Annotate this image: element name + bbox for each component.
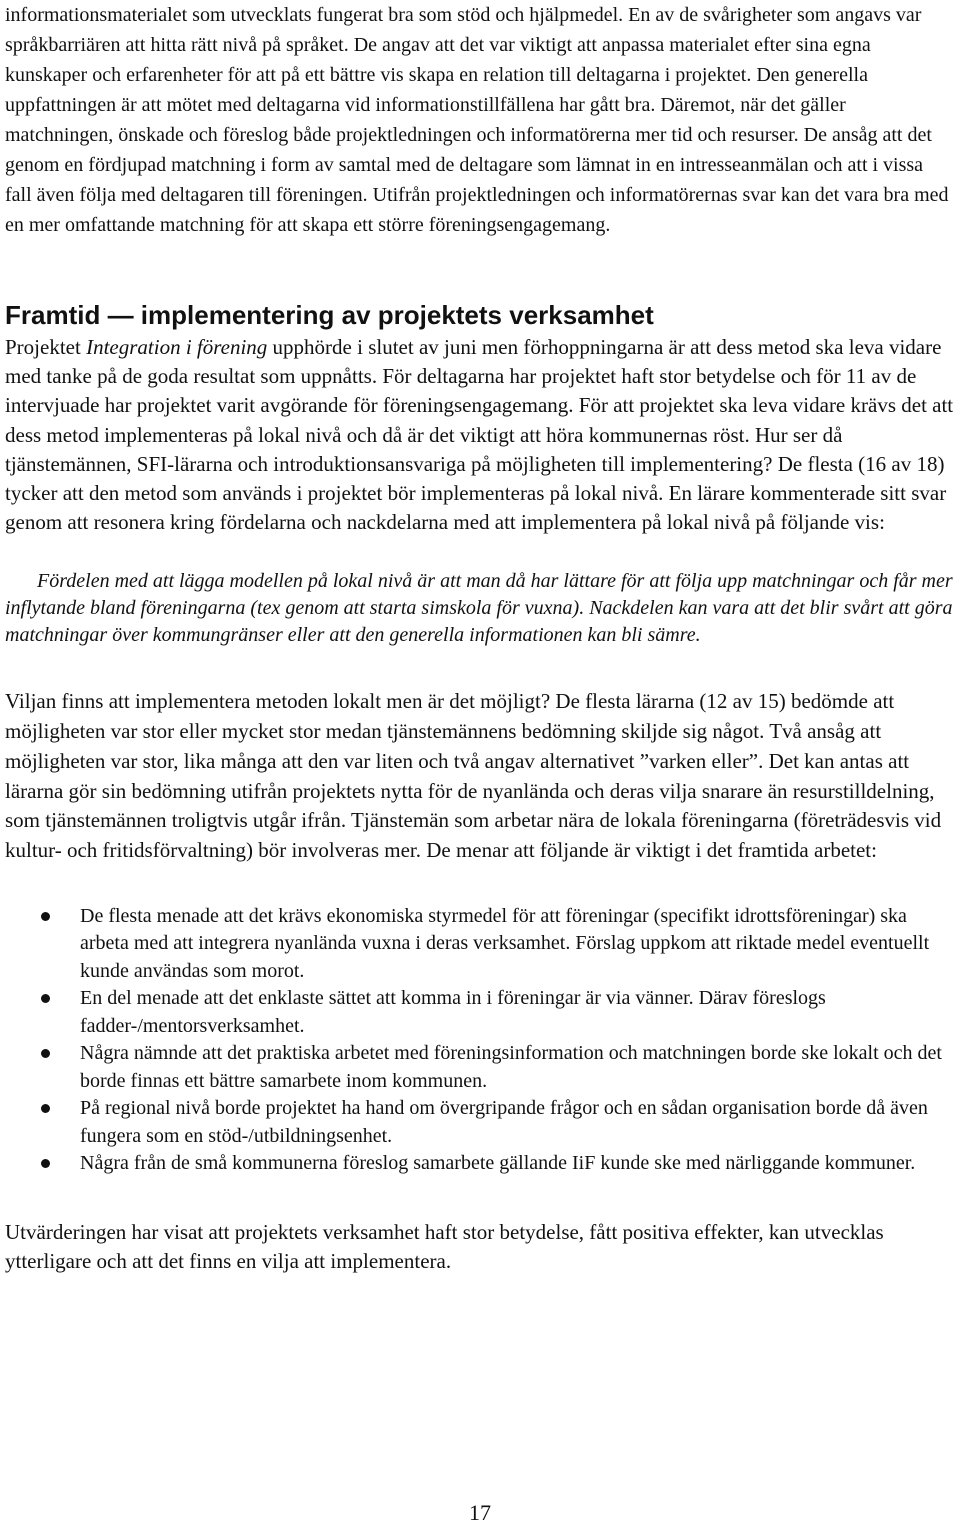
bullet-icon (41, 994, 50, 1003)
will-paragraph: Viljan finns att implementera metoden lokalt men är det möjligt? De flesta lärarna (12 av 15) bedömde att möjligheten var stor eller mycket stor medan tjänstemännens bedömning skiljde sig något. Två ansåg att möjligheten var stor, lika många att den var liten och två angav alternativet ”varken eller”. Det kan antas att lärarna gör sin bedömning utifrån projektets nytta för de nyanlända och deras vilja snarare än resurstilldelning, som tjänstemännen troligtvis utgår ifrån. Tjänstemän som arbetar nära de lokala föreningarna (företrädesvis vid kultur- och fritidsförvaltning) bör involveras mer. De menar att följande är viktigt i det framtida arbetet: (5, 689, 942, 862)
list-item-text: Några nämnde att det praktiska arbetet med föreningsinformation och matchningen borde ske lokalt och det borde finnas ett bättre samarbete inom kommunen. (80, 1042, 942, 1092)
project-title: Integration i förening (86, 335, 268, 359)
bullet-icon (41, 1104, 50, 1113)
list-item (5, 1040, 954, 1095)
list-item (5, 903, 954, 986)
bullet-icon (41, 912, 50, 921)
section-paragraph-rest: upphörde i slutet av juni men förhoppningarna är att dess metod ska leva vidare med tanke på de goda resultat som uppnåtts. För deltagarna har projektet haft stor betydelse och för 11 av de intervjuade har projektet varit avgörande för föreningsengagemang. För att projektet ska leva vidare krävs det att dess metod implementeras på lokal nivå och då är det viktigt att höra kommunernas röst. Hur ser då tjänstemännen, SFI-lärarna och introduktionsansvariga på möjligheten till implementering? De flesta (16 av 18) tycker att den metod som används i projektet bör implementeras på lokal nivå. En lärare kommenterade sitt svar genom att resonera kring fördelarna och nackdelarna med att implementera på lokal nivå på följande vis: (5, 335, 954, 535)
intro-paragraph: informationsmaterialet som utvecklats fungerat bra som stöd och hjälpmedel. En av de svårigheter som angavs var språkbarriären att hitta rätt nivå på språket. De angav att det var viktigt att anpassa materialet efter sina egna kunskaper och erfarenheter för att på ett bättre vis skapa en relation till deltagarna i projektet. Den generella uppfattningen är att mötet med deltagarna vid informationstillfällena har gått bra. Däremot, när det gäller matchningen, önskade och föreslog både projektledningen och informatörerna mer tid och resurser. De ansåg att det genom en fördjupad matchning i form av samtal med de deltagare som lämnat in en intresseanmälan och att i vissa fall även följa med deltagaren till föreningen. Utifrån projektledningen och informatörernas svar kan det vara bra med en mer omfattande matchning för att skapa ett större föreningsengagemang. (5, 4, 949, 236)
teacher-quote: Fördelen med att lägga modellen på lokal nivå är att man då har lättare för att följa upp matchningar och får mer inflytande bland föreningarna (tex genom att starta simskola för vuxna). Nackdelen kan vara att det blir svårt att göra matchningar över kommungränser eller att den generella informationen kan bli sämre. (5, 570, 953, 647)
recommendation-list (5, 903, 954, 1178)
list-item (5, 1150, 954, 1178)
list-item-text: De flesta menade att det krävs ekonomiska styrmedel för att föreningar (specifikt idrottsföreningar) ska arbeta med att integrera nyanlända vuxna i deras verksamhet. Förslag uppkom att riktade medel eventuellt kunde användas som morot. (80, 904, 930, 982)
bullet-icon (41, 1049, 50, 1058)
list-item (5, 1095, 954, 1150)
section-heading: Framtid — implementering av projektets verksamhet (5, 300, 654, 330)
list-item-text: En del menade att det enklaste sättet att komma in i föreningar är via vänner. Därav föreslogs fadder-/mentorsverksamhet. (80, 987, 826, 1037)
list-item (5, 985, 954, 1040)
page-number: 17 (469, 1500, 491, 1525)
conclusion-paragraph: Utvärderingen har visat att projektets verksamhet haft stor betydelse, fått positiva effekter, kan utvecklas ytterligare och att det finns en vilja att implementera. (5, 1219, 884, 1274)
bullet-icon (41, 1159, 50, 1168)
section-paragraph-start: Projektet (5, 335, 87, 359)
list-item-text: På regional nivå borde projektet ha hand om övergripande frågor och en sådan organisation borde då även fungera som en stöd-/utbildningsenhet. (80, 1097, 928, 1147)
section-paragraph (5, 333, 954, 537)
list-item-text: Några från de små kommunerna föreslog samarbete gällande IiF kunde ske med närliggande kommuner. (80, 1152, 916, 1175)
